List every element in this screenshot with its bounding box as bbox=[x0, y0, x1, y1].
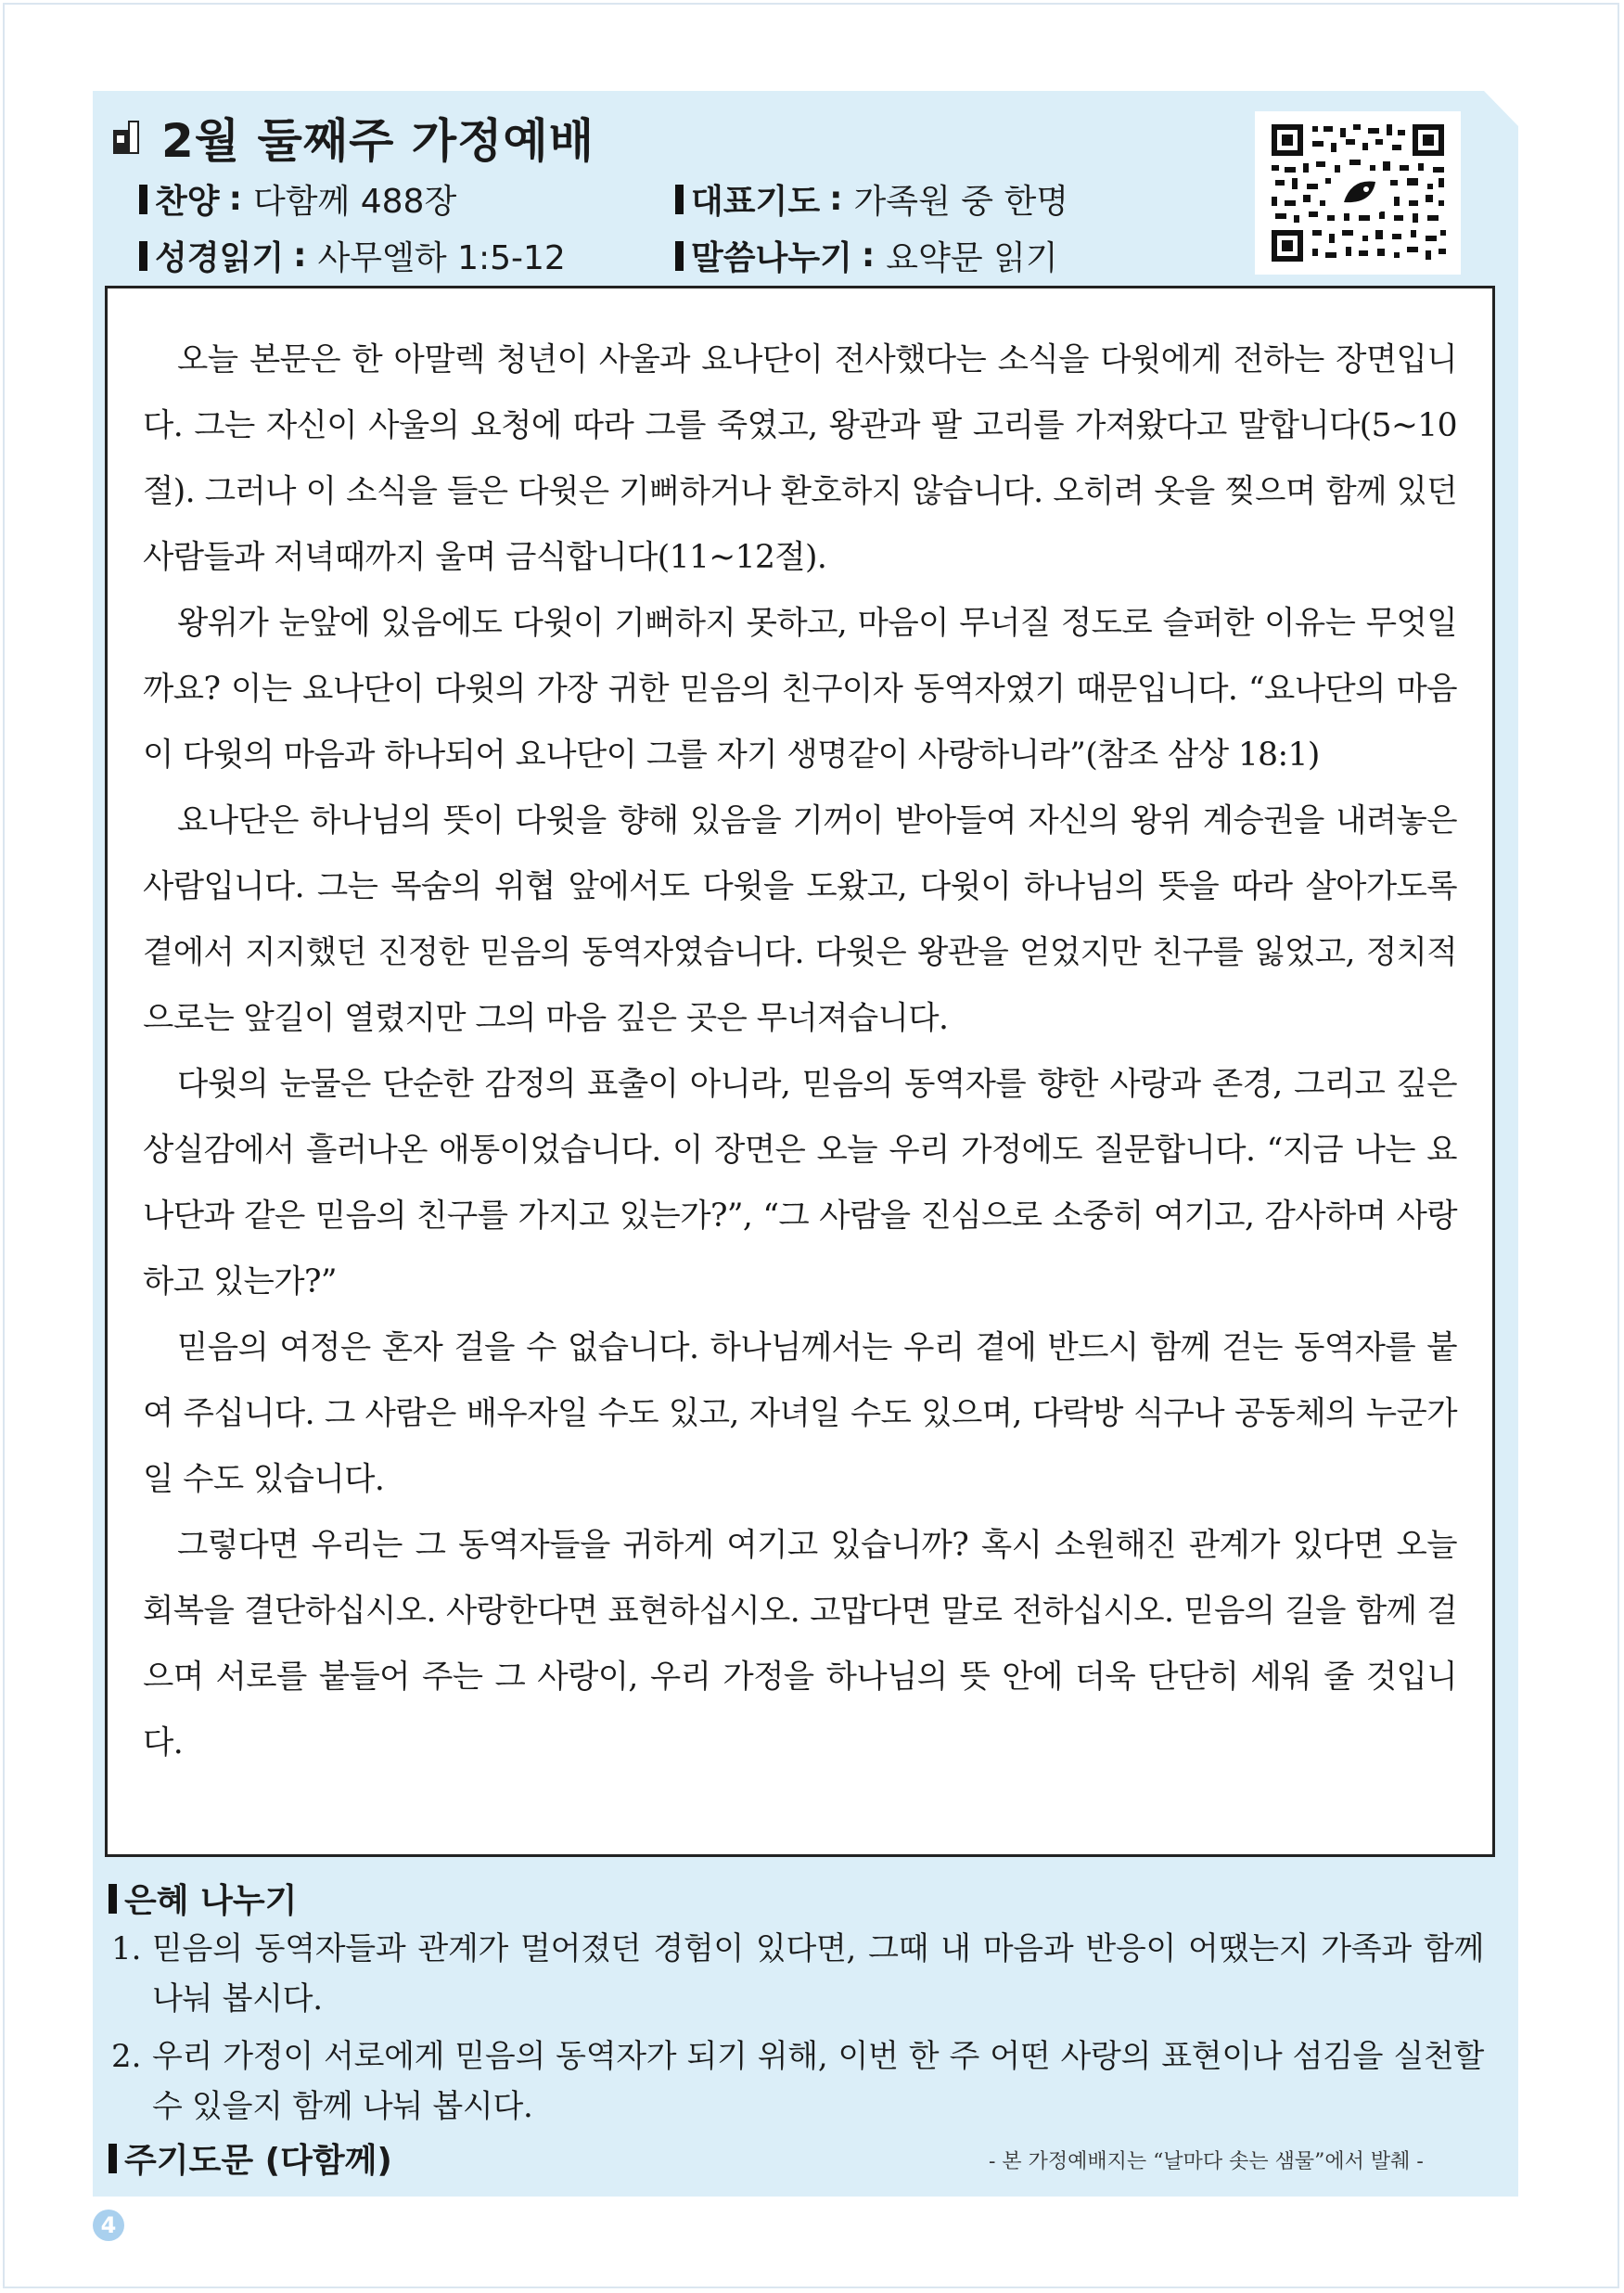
prayer-label: 대표기도 bbox=[691, 183, 821, 221]
hymn-info: 찬양 : 다함께 488장 bbox=[139, 175, 456, 223]
book-icon bbox=[113, 119, 141, 156]
title-row bbox=[113, 104, 595, 171]
qr-code-icon[interactable] bbox=[1255, 111, 1461, 275]
reading-label: 성경읽기 bbox=[155, 239, 285, 277]
question-item: 1. 믿음의 동역자들과 관계가 멀어졌던 경험이 있다면, 그때 내 마음과 반응이 어땠는지 가족과 함께 나눠 봅시다. bbox=[111, 1930, 1484, 2018]
question-item: 2. 우리 가정이 서로에게 믿음의 동역자가 되기 위해, 이번 한 주 어떤 사랑의 표현이나 섬김을 실천할 수 있을지 함께 나눠 봅시다. bbox=[111, 2038, 1484, 2125]
prayer-info: 대표기도 : 가족원 중 한명 bbox=[675, 175, 1068, 223]
sermon-paragraph: 믿음의 여정은 혼자 걸을 수 없습니다. 하나님께서는 우리 곁에 반드시 함께 걷는 동역자를 붙여 주십니다. 그 사람은 배우자일 수도 있고, 자녀일 수도 있으며, 다락방 식구나 공동체의 누군가일 수도 있습니다. bbox=[143, 1329, 1457, 1498]
sermon-paragraph: 그렇다면 우리는 그 동역자들을 귀하게 여기고 있습니까? 혹시 소원해진 관계가 있다면 오늘 회복을 결단하십시오. 사랑한다면 표현하십시오. 고맙다면 말로 전하십시오. 믿음의 길을 함께 걸으며 서로를 붙들어 주는 그 사랑이, 우리 가정을 하나님의 뜻 안에 더욱 단단히 세워 줄 것입니다. bbox=[143, 1527, 1457, 1761]
sharing-label: 말씀나누기 bbox=[691, 239, 852, 277]
sermon-paragraph: 요나단은 하나님의 뜻이 다윗을 향해 있음을 기꺼이 받아들여 자신의 왕위 계승권을 내려놓은 사람입니다. 그는 목숨의 위협 앞에서도 다윗을 도왔고, 다윗이 하나님의 뜻을 따라 살아가도록 곁에서 지지했던 진정한 믿음의 동역자였습니다. 다윗은 왕관을 얻었지만 친구를 잃었고, 정치적으로는 앞길이 열렸지만 그의 마음 깊은 곳은 무너져습니다. bbox=[143, 802, 1457, 1037]
hymn-value: 다함께 488장 bbox=[252, 183, 457, 221]
sharing-info: 말씀나누기 : 요약문 읽기 bbox=[675, 232, 1058, 279]
prayer-value: 가족원 중 한명 bbox=[853, 183, 1069, 221]
sermon-paragraph: 오늘 본문은 한 아말렉 청년이 사울과 요나단이 전사했다는 소식을 다윗에게 전하는 장면입니다. 그는 자신이 사울의 요청에 따라 그를 죽였고, 왕관과 팔 고리를 가져왔다고 말합니다(5~10절). 그러나 이 소식을 들은 다윗은 기뻐하거나 환호하지 않습니다. 오히려 옷을 찢으며 함께 있던 사람들과 저녁때까지 울며 금식합니다(11~12절). bbox=[143, 341, 1457, 576]
sermon-paragraph: 왕위가 눈앞에 있음에도 다윗이 기뻐하지 못하고, 마음이 무너질 정도로 슬퍼한 이유는 무엇일까요? 이는 요나단이 다윗의 가장 귀한 믿음의 친구이자 동역자였기 때문입니다. “요나단의 마음이 다윗의 마음과 하나되어 요나단이 그를 자기 생명같이 사랑하니라”(참조 삼상 18:1) bbox=[143, 605, 1457, 774]
page-number: 4 bbox=[93, 2210, 124, 2241]
reading-value: 사무엘하 1:5-12 bbox=[317, 239, 566, 277]
grace-heading: 은혜 나누기 bbox=[109, 1875, 297, 1922]
sharing-value: 요약문 읽기 bbox=[886, 239, 1058, 277]
sermon-box bbox=[105, 286, 1495, 1857]
reading-info: 성경읽기 : 사무엘하 1:5-12 bbox=[139, 232, 566, 279]
sermon-paragraph: 다윗의 눈물은 단순한 감정의 표출이 아니라, 믿음의 동역자를 향한 사랑과 존경, 그리고 깊은 상실감에서 흘러나온 애통이었습니다. 이 장면은 오늘 우리 가정에도 질문합니다. “지금 나는 요나단과 같은 믿음의 친구를 가지고 있는가?”, “그 사람을 진심으로 소중히 여기고, 감사하며 사랑하고 있는가?” bbox=[143, 1066, 1457, 1300]
hymn-label: 찬양 bbox=[155, 183, 220, 221]
lords-prayer-heading: 주기도문 (다함께) bbox=[109, 2134, 392, 2182]
page-title: 2월 둘째주 가정예배 bbox=[161, 114, 595, 168]
source-note: - 본 가정예배지는 “날마다 솟는 샘물”에서 발췌 - bbox=[989, 2150, 1424, 2173]
